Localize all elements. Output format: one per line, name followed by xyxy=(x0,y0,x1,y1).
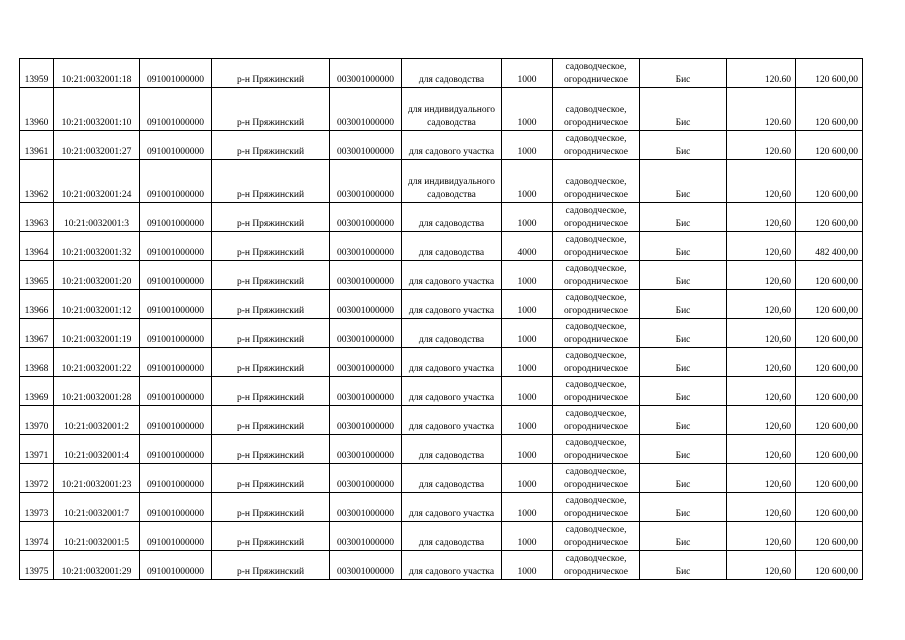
locality-code-cell: 003001000000 xyxy=(330,131,402,160)
table-row xyxy=(20,232,863,261)
oktmo-code-cell: 091001000000 xyxy=(140,319,212,348)
cadastral-number-cell: 10:21:0032001:18 xyxy=(54,59,140,88)
oktmo-code-cell: 091001000000 xyxy=(140,377,212,406)
type-cell: Бис xyxy=(640,203,727,232)
rate-cell: 120,60 xyxy=(727,290,796,319)
type-cell: Бис xyxy=(640,131,727,160)
area-cell: 1000 xyxy=(502,261,553,290)
rate-cell: 120,60 xyxy=(727,203,796,232)
rate-cell: 120,60 xyxy=(727,377,796,406)
district-cell: р-н Пряжинский xyxy=(212,464,330,493)
oktmo-code-cell: 091001000000 xyxy=(140,522,212,551)
cadastral-number-cell: 10:21:0032001:7 xyxy=(54,493,140,522)
type-cell: Бис xyxy=(640,319,727,348)
district-cell: р-н Пряжинский xyxy=(212,522,330,551)
cadastral-number-cell: 10:21:0032001:22 xyxy=(54,348,140,377)
table-row xyxy=(20,348,863,377)
row-number-cell: 13967 xyxy=(20,319,54,348)
total-value-cell: 120 600,00 xyxy=(796,88,863,131)
row-number-cell: 13964 xyxy=(20,232,54,261)
district-cell: р-н Пряжинский xyxy=(212,203,330,232)
district-cell: р-н Пряжинский xyxy=(212,493,330,522)
category-cell: садоводческое, огородническое xyxy=(553,290,640,319)
permitted-use-cell: для индивидуального садоводства xyxy=(402,160,502,203)
district-cell: р-н Пряжинский xyxy=(212,59,330,88)
oktmo-code-cell: 091001000000 xyxy=(140,551,212,580)
oktmo-code-cell: 091001000000 xyxy=(140,435,212,464)
area-cell: 1000 xyxy=(502,131,553,160)
area-cell: 1000 xyxy=(502,406,553,435)
locality-code-cell: 003001000000 xyxy=(330,522,402,551)
category-cell: садоводческое, огородническое xyxy=(553,131,640,160)
oktmo-code-cell: 091001000000 xyxy=(140,232,212,261)
row-number-cell: 13970 xyxy=(20,406,54,435)
cadastral-number-cell: 10:21:0032001:3 xyxy=(54,203,140,232)
row-number-cell: 13973 xyxy=(20,493,54,522)
area-cell: 1000 xyxy=(502,493,553,522)
oktmo-code-cell: 091001000000 xyxy=(140,464,212,493)
row-number-cell: 13972 xyxy=(20,464,54,493)
total-value-cell: 120 600,00 xyxy=(796,160,863,203)
total-value-cell: 120 600,00 xyxy=(796,551,863,580)
locality-code-cell: 003001000000 xyxy=(330,160,402,203)
type-cell: Бис xyxy=(640,160,727,203)
category-cell: садоводческое, огородническое xyxy=(553,435,640,464)
type-cell: Бис xyxy=(640,435,727,464)
locality-code-cell: 003001000000 xyxy=(330,88,402,131)
permitted-use-cell: для садоводства xyxy=(402,435,502,464)
rate-cell: 120,60 xyxy=(727,435,796,464)
district-cell: р-н Пряжинский xyxy=(212,131,330,160)
locality-code-cell: 003001000000 xyxy=(330,232,402,261)
type-cell: Бис xyxy=(640,88,727,131)
district-cell: р-н Пряжинский xyxy=(212,435,330,464)
table-row xyxy=(20,319,863,348)
type-cell: Бис xyxy=(640,551,727,580)
table-row xyxy=(20,493,863,522)
district-cell: р-н Пряжинский xyxy=(212,348,330,377)
rate-cell: 120.60 xyxy=(727,59,796,88)
district-cell: р-н Пряжинский xyxy=(212,88,330,131)
locality-code-cell: 003001000000 xyxy=(330,435,402,464)
locality-code-cell: 003001000000 xyxy=(330,464,402,493)
category-cell: садоводческое, огородническое xyxy=(553,522,640,551)
district-cell: р-н Пряжинский xyxy=(212,406,330,435)
category-cell: садоводческое, огородническое xyxy=(553,88,640,131)
row-number-cell: 13963 xyxy=(20,203,54,232)
cadastral-number-cell: 10:21:0032001:19 xyxy=(54,319,140,348)
category-cell: садоводческое, огородническое xyxy=(553,551,640,580)
table-row xyxy=(20,551,863,580)
type-cell: Бис xyxy=(640,493,727,522)
category-cell: садоводческое, огородническое xyxy=(553,348,640,377)
type-cell: Бис xyxy=(640,348,727,377)
row-number-cell: 13965 xyxy=(20,261,54,290)
type-cell: Бис xyxy=(640,464,727,493)
category-cell: садоводческое, огородническое xyxy=(553,464,640,493)
rate-cell: 120,60 xyxy=(727,464,796,493)
rate-cell: 120,60 xyxy=(727,551,796,580)
locality-code-cell: 003001000000 xyxy=(330,261,402,290)
row-number-cell: 13971 xyxy=(20,435,54,464)
district-cell: р-н Пряжинский xyxy=(212,261,330,290)
permitted-use-cell: для садоводства xyxy=(402,203,502,232)
type-cell: Бис xyxy=(640,522,727,551)
area-cell: 1000 xyxy=(502,319,553,348)
area-cell: 1000 xyxy=(502,290,553,319)
area-cell: 1000 xyxy=(502,551,553,580)
permitted-use-cell: для садового участка xyxy=(402,290,502,319)
cadastral-number-cell: 10:21:0032001:27 xyxy=(54,131,140,160)
table-row xyxy=(20,290,863,319)
category-cell: садоводческое, огородническое xyxy=(553,377,640,406)
total-value-cell: 120 600,00 xyxy=(796,319,863,348)
rate-cell: 120,60 xyxy=(727,348,796,377)
total-value-cell: 120 600,00 xyxy=(796,348,863,377)
permitted-use-cell: для садового участка xyxy=(402,406,502,435)
locality-code-cell: 003001000000 xyxy=(330,348,402,377)
permitted-use-cell: для садоводства xyxy=(402,522,502,551)
table-row xyxy=(20,377,863,406)
total-value-cell: 120 600,00 xyxy=(796,493,863,522)
oktmo-code-cell: 091001000000 xyxy=(140,406,212,435)
locality-code-cell: 003001000000 xyxy=(330,377,402,406)
cadastral-number-cell: 10:21:0032001:4 xyxy=(54,435,140,464)
total-value-cell: 120 600,00 xyxy=(796,464,863,493)
district-cell: р-н Пряжинский xyxy=(212,319,330,348)
total-value-cell: 120 600,00 xyxy=(796,522,863,551)
rate-cell: 120,60 xyxy=(727,261,796,290)
area-cell: 1000 xyxy=(502,160,553,203)
total-value-cell: 120 600,00 xyxy=(796,59,863,88)
permitted-use-cell: для садоводства xyxy=(402,319,502,348)
cadastral-number-cell: 10:21:0032001:12 xyxy=(54,290,140,319)
oktmo-code-cell: 091001000000 xyxy=(140,290,212,319)
rate-cell: 120,60 xyxy=(727,493,796,522)
oktmo-code-cell: 091001000000 xyxy=(140,160,212,203)
rate-cell: 120,60 xyxy=(727,319,796,348)
locality-code-cell: 003001000000 xyxy=(330,406,402,435)
oktmo-code-cell: 091001000000 xyxy=(140,493,212,522)
cadastral-number-cell: 10:21:0032001:5 xyxy=(54,522,140,551)
type-cell: Бис xyxy=(640,377,727,406)
category-cell: садоводческое, огородническое xyxy=(553,160,640,203)
cadastral-number-cell: 10:21:0032001:2 xyxy=(54,406,140,435)
row-number-cell: 13961 xyxy=(20,131,54,160)
table-row xyxy=(20,160,863,203)
cadastral-number-cell: 10:21:0032001:32 xyxy=(54,232,140,261)
locality-code-cell: 003001000000 xyxy=(330,203,402,232)
category-cell: садоводческое, огородническое xyxy=(553,406,640,435)
locality-code-cell: 003001000000 xyxy=(330,59,402,88)
category-cell: садоводческое, огородническое xyxy=(553,319,640,348)
row-number-cell: 13960 xyxy=(20,88,54,131)
row-number-cell: 13969 xyxy=(20,377,54,406)
cadastral-number-cell: 10:21:0032001:23 xyxy=(54,464,140,493)
area-cell: 1000 xyxy=(502,59,553,88)
area-cell: 4000 xyxy=(502,232,553,261)
total-value-cell: 120 600,00 xyxy=(796,435,863,464)
row-number-cell: 13962 xyxy=(20,160,54,203)
table-body xyxy=(20,59,863,580)
permitted-use-cell: для садового участка xyxy=(402,493,502,522)
total-value-cell: 120 600,00 xyxy=(796,131,863,160)
locality-code-cell: 003001000000 xyxy=(330,319,402,348)
table-row xyxy=(20,88,863,131)
category-cell: садоводческое, огородническое xyxy=(553,203,640,232)
oktmo-code-cell: 091001000000 xyxy=(140,59,212,88)
area-cell: 1000 xyxy=(502,203,553,232)
category-cell: садоводческое, огородническое xyxy=(553,493,640,522)
total-value-cell: 482 400,00 xyxy=(796,232,863,261)
permitted-use-cell: для садового участка xyxy=(402,377,502,406)
district-cell: р-н Пряжинский xyxy=(212,232,330,261)
rate-cell: 120,60 xyxy=(727,406,796,435)
table-row xyxy=(20,406,863,435)
district-cell: р-н Пряжинский xyxy=(212,551,330,580)
total-value-cell: 120 600,00 xyxy=(796,290,863,319)
oktmo-code-cell: 091001000000 xyxy=(140,131,212,160)
district-cell: р-н Пряжинский xyxy=(212,290,330,319)
locality-code-cell: 003001000000 xyxy=(330,493,402,522)
rate-cell: 120.60 xyxy=(727,131,796,160)
category-cell: садоводческое, огородническое xyxy=(553,261,640,290)
permitted-use-cell: для садоводства xyxy=(402,464,502,493)
cadastral-number-cell: 10:21:0032001:10 xyxy=(54,88,140,131)
area-cell: 1000 xyxy=(502,464,553,493)
area-cell: 1000 xyxy=(502,377,553,406)
permitted-use-cell: для садового участка xyxy=(402,131,502,160)
permitted-use-cell: для садоводства xyxy=(402,59,502,88)
area-cell: 1000 xyxy=(502,88,553,131)
district-cell: р-н Пряжинский xyxy=(212,377,330,406)
row-number-cell: 13966 xyxy=(20,290,54,319)
cadastral-number-cell: 10:21:0032001:28 xyxy=(54,377,140,406)
area-cell: 1000 xyxy=(502,522,553,551)
row-number-cell: 13975 xyxy=(20,551,54,580)
oktmo-code-cell: 091001000000 xyxy=(140,203,212,232)
locality-code-cell: 003001000000 xyxy=(330,551,402,580)
total-value-cell: 120 600,00 xyxy=(796,406,863,435)
total-value-cell: 120 600,00 xyxy=(796,261,863,290)
cadastral-number-cell: 10:21:0032001:20 xyxy=(54,261,140,290)
oktmo-code-cell: 091001000000 xyxy=(140,88,212,131)
permitted-use-cell: для садоводства xyxy=(402,232,502,261)
table-row xyxy=(20,261,863,290)
table-row xyxy=(20,203,863,232)
permitted-use-cell: для садового участка xyxy=(402,551,502,580)
oktmo-code-cell: 091001000000 xyxy=(140,348,212,377)
rate-cell: 120,60 xyxy=(727,160,796,203)
row-number-cell: 13974 xyxy=(20,522,54,551)
table-row xyxy=(20,131,863,160)
cadastral-number-cell: 10:21:0032001:29 xyxy=(54,551,140,580)
type-cell: Бис xyxy=(640,261,727,290)
type-cell: Бис xyxy=(640,406,727,435)
rate-cell: 120,60 xyxy=(727,232,796,261)
oktmo-code-cell: 091001000000 xyxy=(140,261,212,290)
area-cell: 1000 xyxy=(502,348,553,377)
row-number-cell: 13959 xyxy=(20,59,54,88)
district-cell: р-н Пряжинский xyxy=(212,160,330,203)
total-value-cell: 120 600,00 xyxy=(796,377,863,406)
table-row xyxy=(20,464,863,493)
type-cell: Бис xyxy=(640,232,727,261)
rate-cell: 120,60 xyxy=(727,522,796,551)
rate-cell: 120.60 xyxy=(727,88,796,131)
category-cell: садоводческое, огородническое xyxy=(553,59,640,88)
category-cell: садоводческое, огородническое xyxy=(553,232,640,261)
table-row xyxy=(20,435,863,464)
table-row xyxy=(20,59,863,88)
type-cell: Бис xyxy=(640,59,727,88)
row-number-cell: 13968 xyxy=(20,348,54,377)
area-cell: 1000 xyxy=(502,435,553,464)
land-parcels-table xyxy=(19,58,863,580)
cadastral-number-cell: 10:21:0032001:24 xyxy=(54,160,140,203)
type-cell: Бис xyxy=(640,290,727,319)
locality-code-cell: 003001000000 xyxy=(330,290,402,319)
total-value-cell: 120 600,00 xyxy=(796,203,863,232)
permitted-use-cell: для садового участка xyxy=(402,261,502,290)
permitted-use-cell: для индивидуального садоводства xyxy=(402,88,502,131)
table-row xyxy=(20,522,863,551)
permitted-use-cell: для садового участка xyxy=(402,348,502,377)
